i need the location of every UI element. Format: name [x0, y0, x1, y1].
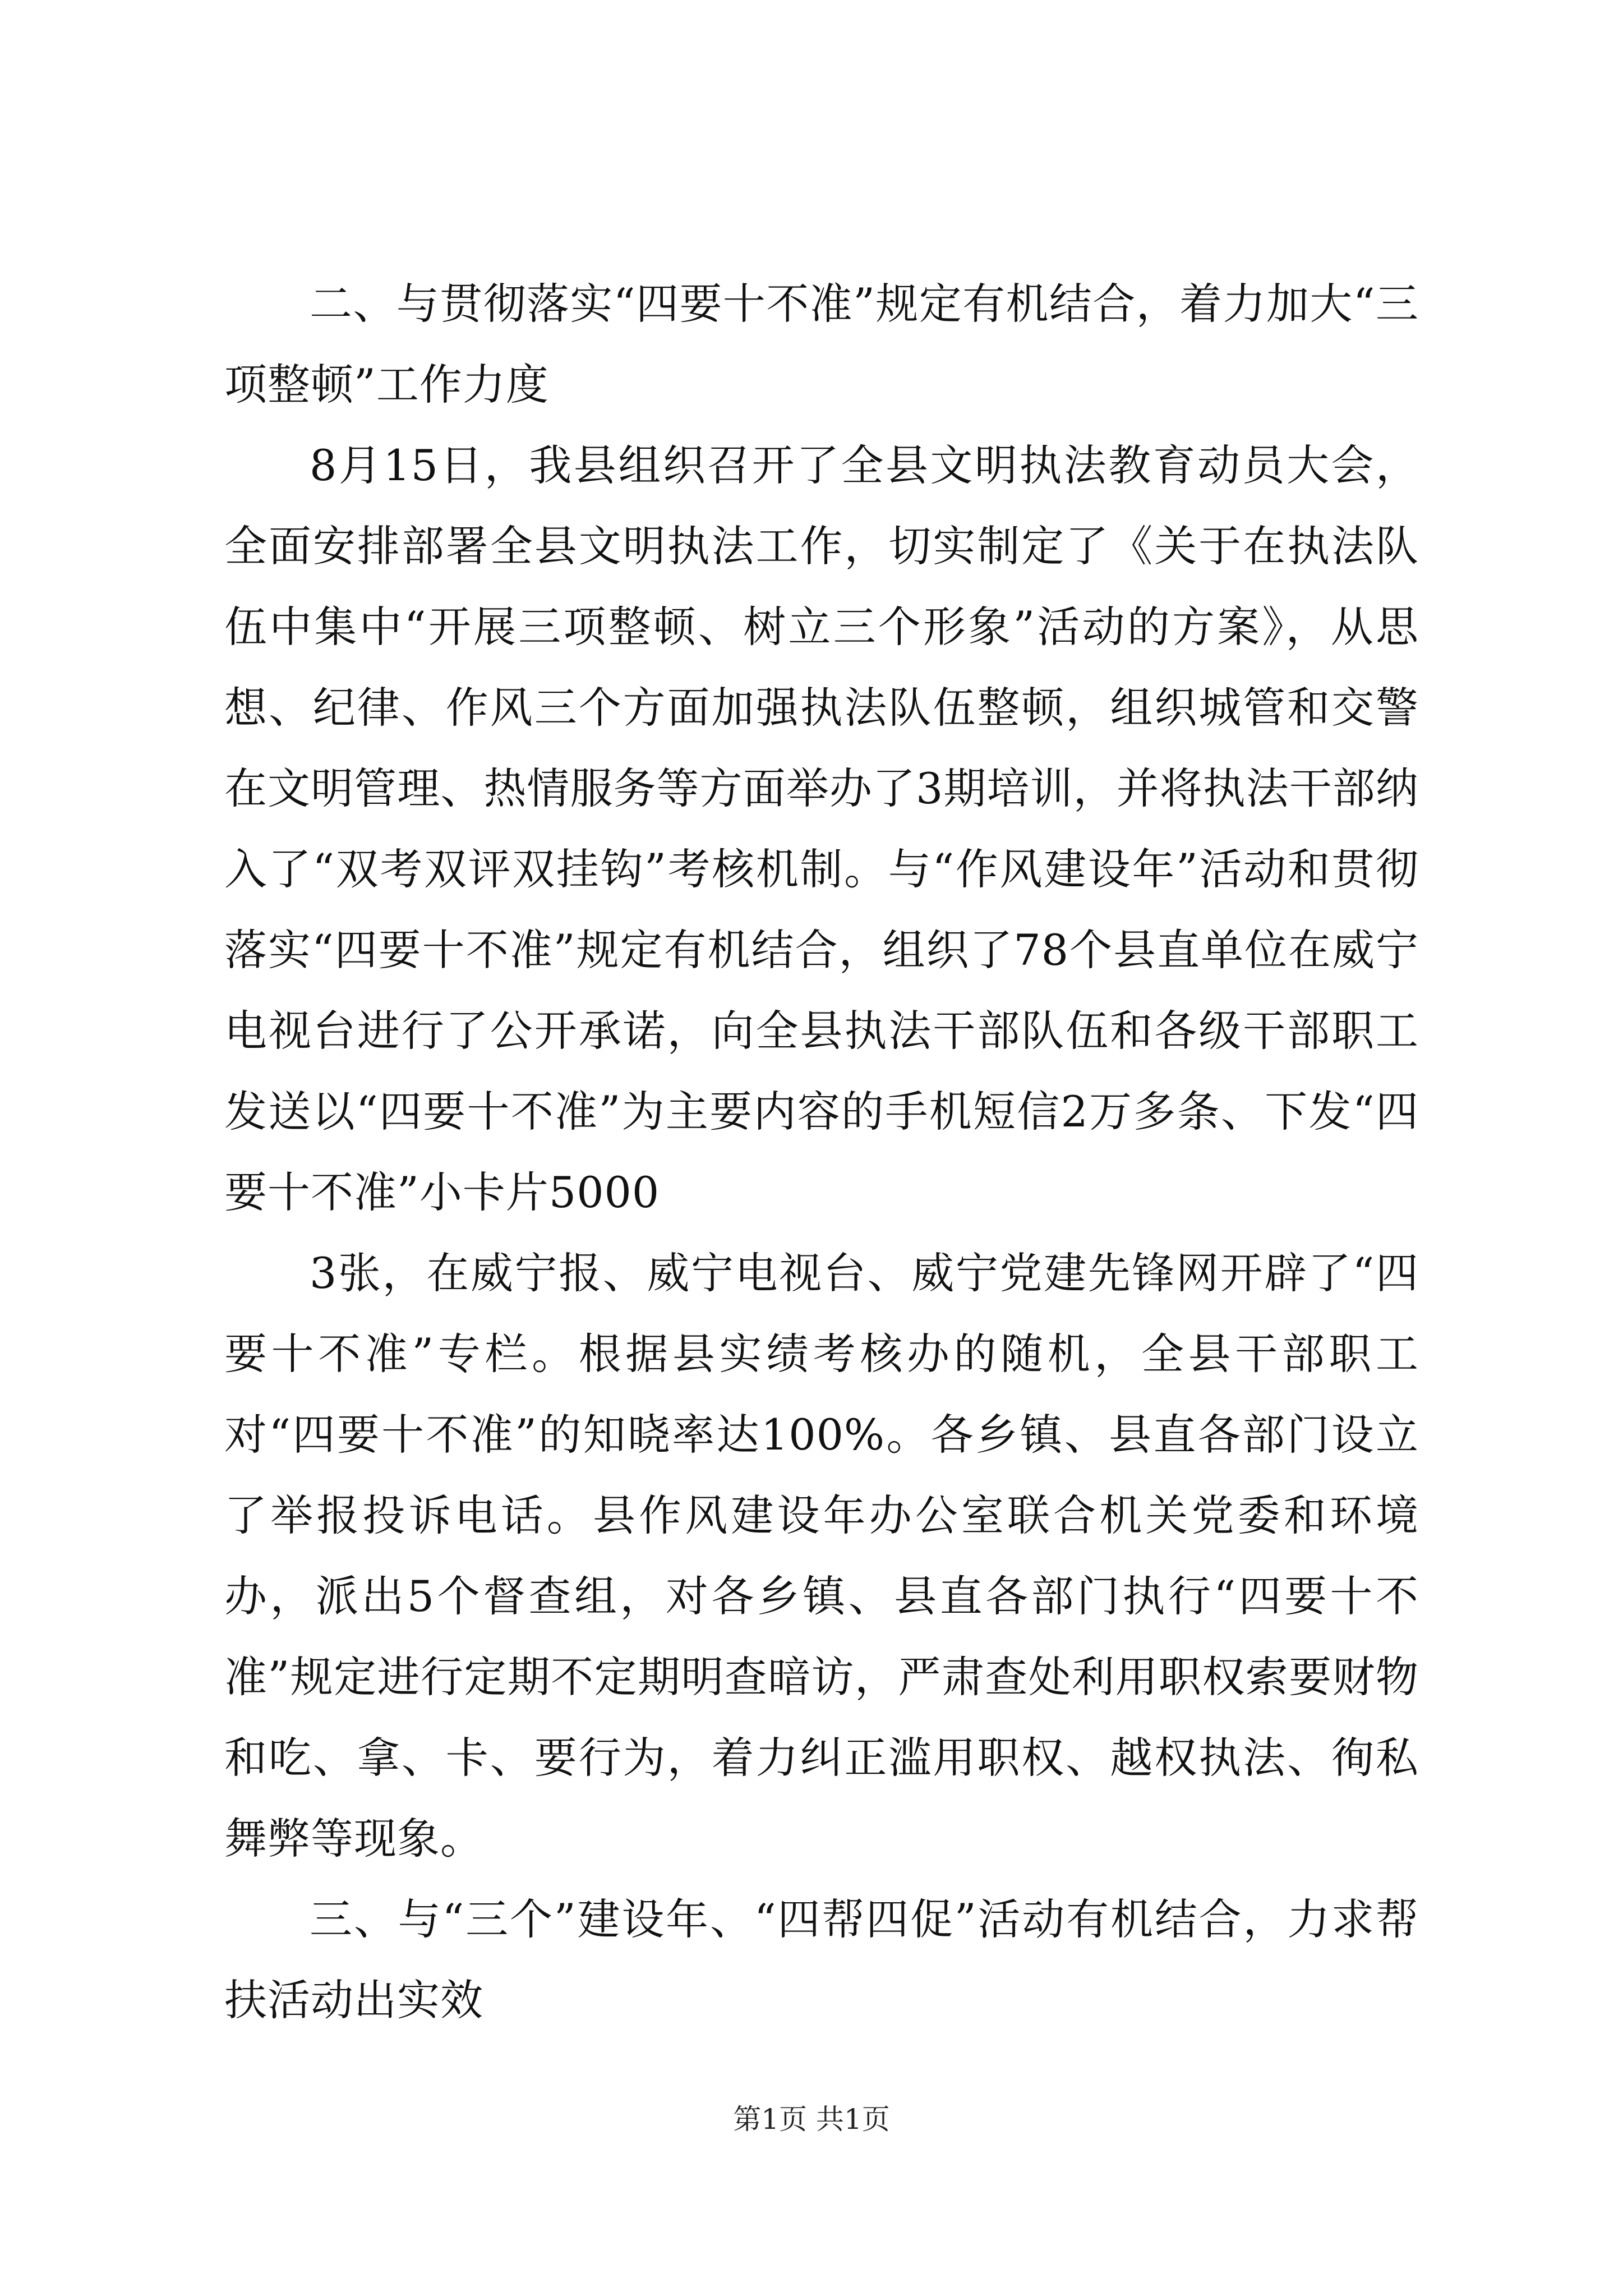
- section-heading-3: 三、与“三个”建设年、“四帮四促”活动有机结合，力求帮扶活动出实效: [224, 1894, 1419, 2025]
- section-heading-2: 二、与贯彻落实“四要十不准”规定有机结合，着力加大“三项整顿”工作力度: [224, 279, 1419, 409]
- body-paragraph-1: 8月15日，我县组织召开了全县文明执法教育动员大会，全面安排部署全县文明执法工作，切实制定了《关于在执法队伍中集中“开展三项整顿、树立三个形象”活动的方案》，从思想、纪律、作风三个方面加强执法队伍整顿，组织城管和交警在文明管理、热情服务等方面举办了3期培训，并将执法干部纳入了“双考双评双挂钩”考核机制。与“作风建设年”活动和贯彻落实“四要十不准”规定有机结合，组织了78个县直单位在威宁电视台进行了公开承诺，向全县执法干部队伍和各级干部职工发送以“四要十不准”为主要内容的手机短信2万多条、下发“四要十不准”小卡片5000: [224, 440, 1419, 1217]
- page-number-footer: 第1页 共1页: [733, 2103, 890, 2136]
- document-body: [224, 264, 1419, 2041]
- body-paragraph-2: 3张，在威宁报、威宁电视台、威宁党建先锋网开辟了“四要十不准”专栏。根据县实绩考核办的随机，全县干部职工对“四要十不准”的知晓率达100%。各乡镇、县直各部门设立了举报投诉电话。县作风建设年办公室联合机关党委和环境办，派出5个督查组，对各乡镇、县直各部门执行“四要十不准”规定进行定期不定期明查暗访，严肃查处利用职权索要财物和吃、拿、卡、要行为，着力纠正滥用职权、越权执法、徇私舞弊等现象。: [224, 1248, 1419, 1864]
